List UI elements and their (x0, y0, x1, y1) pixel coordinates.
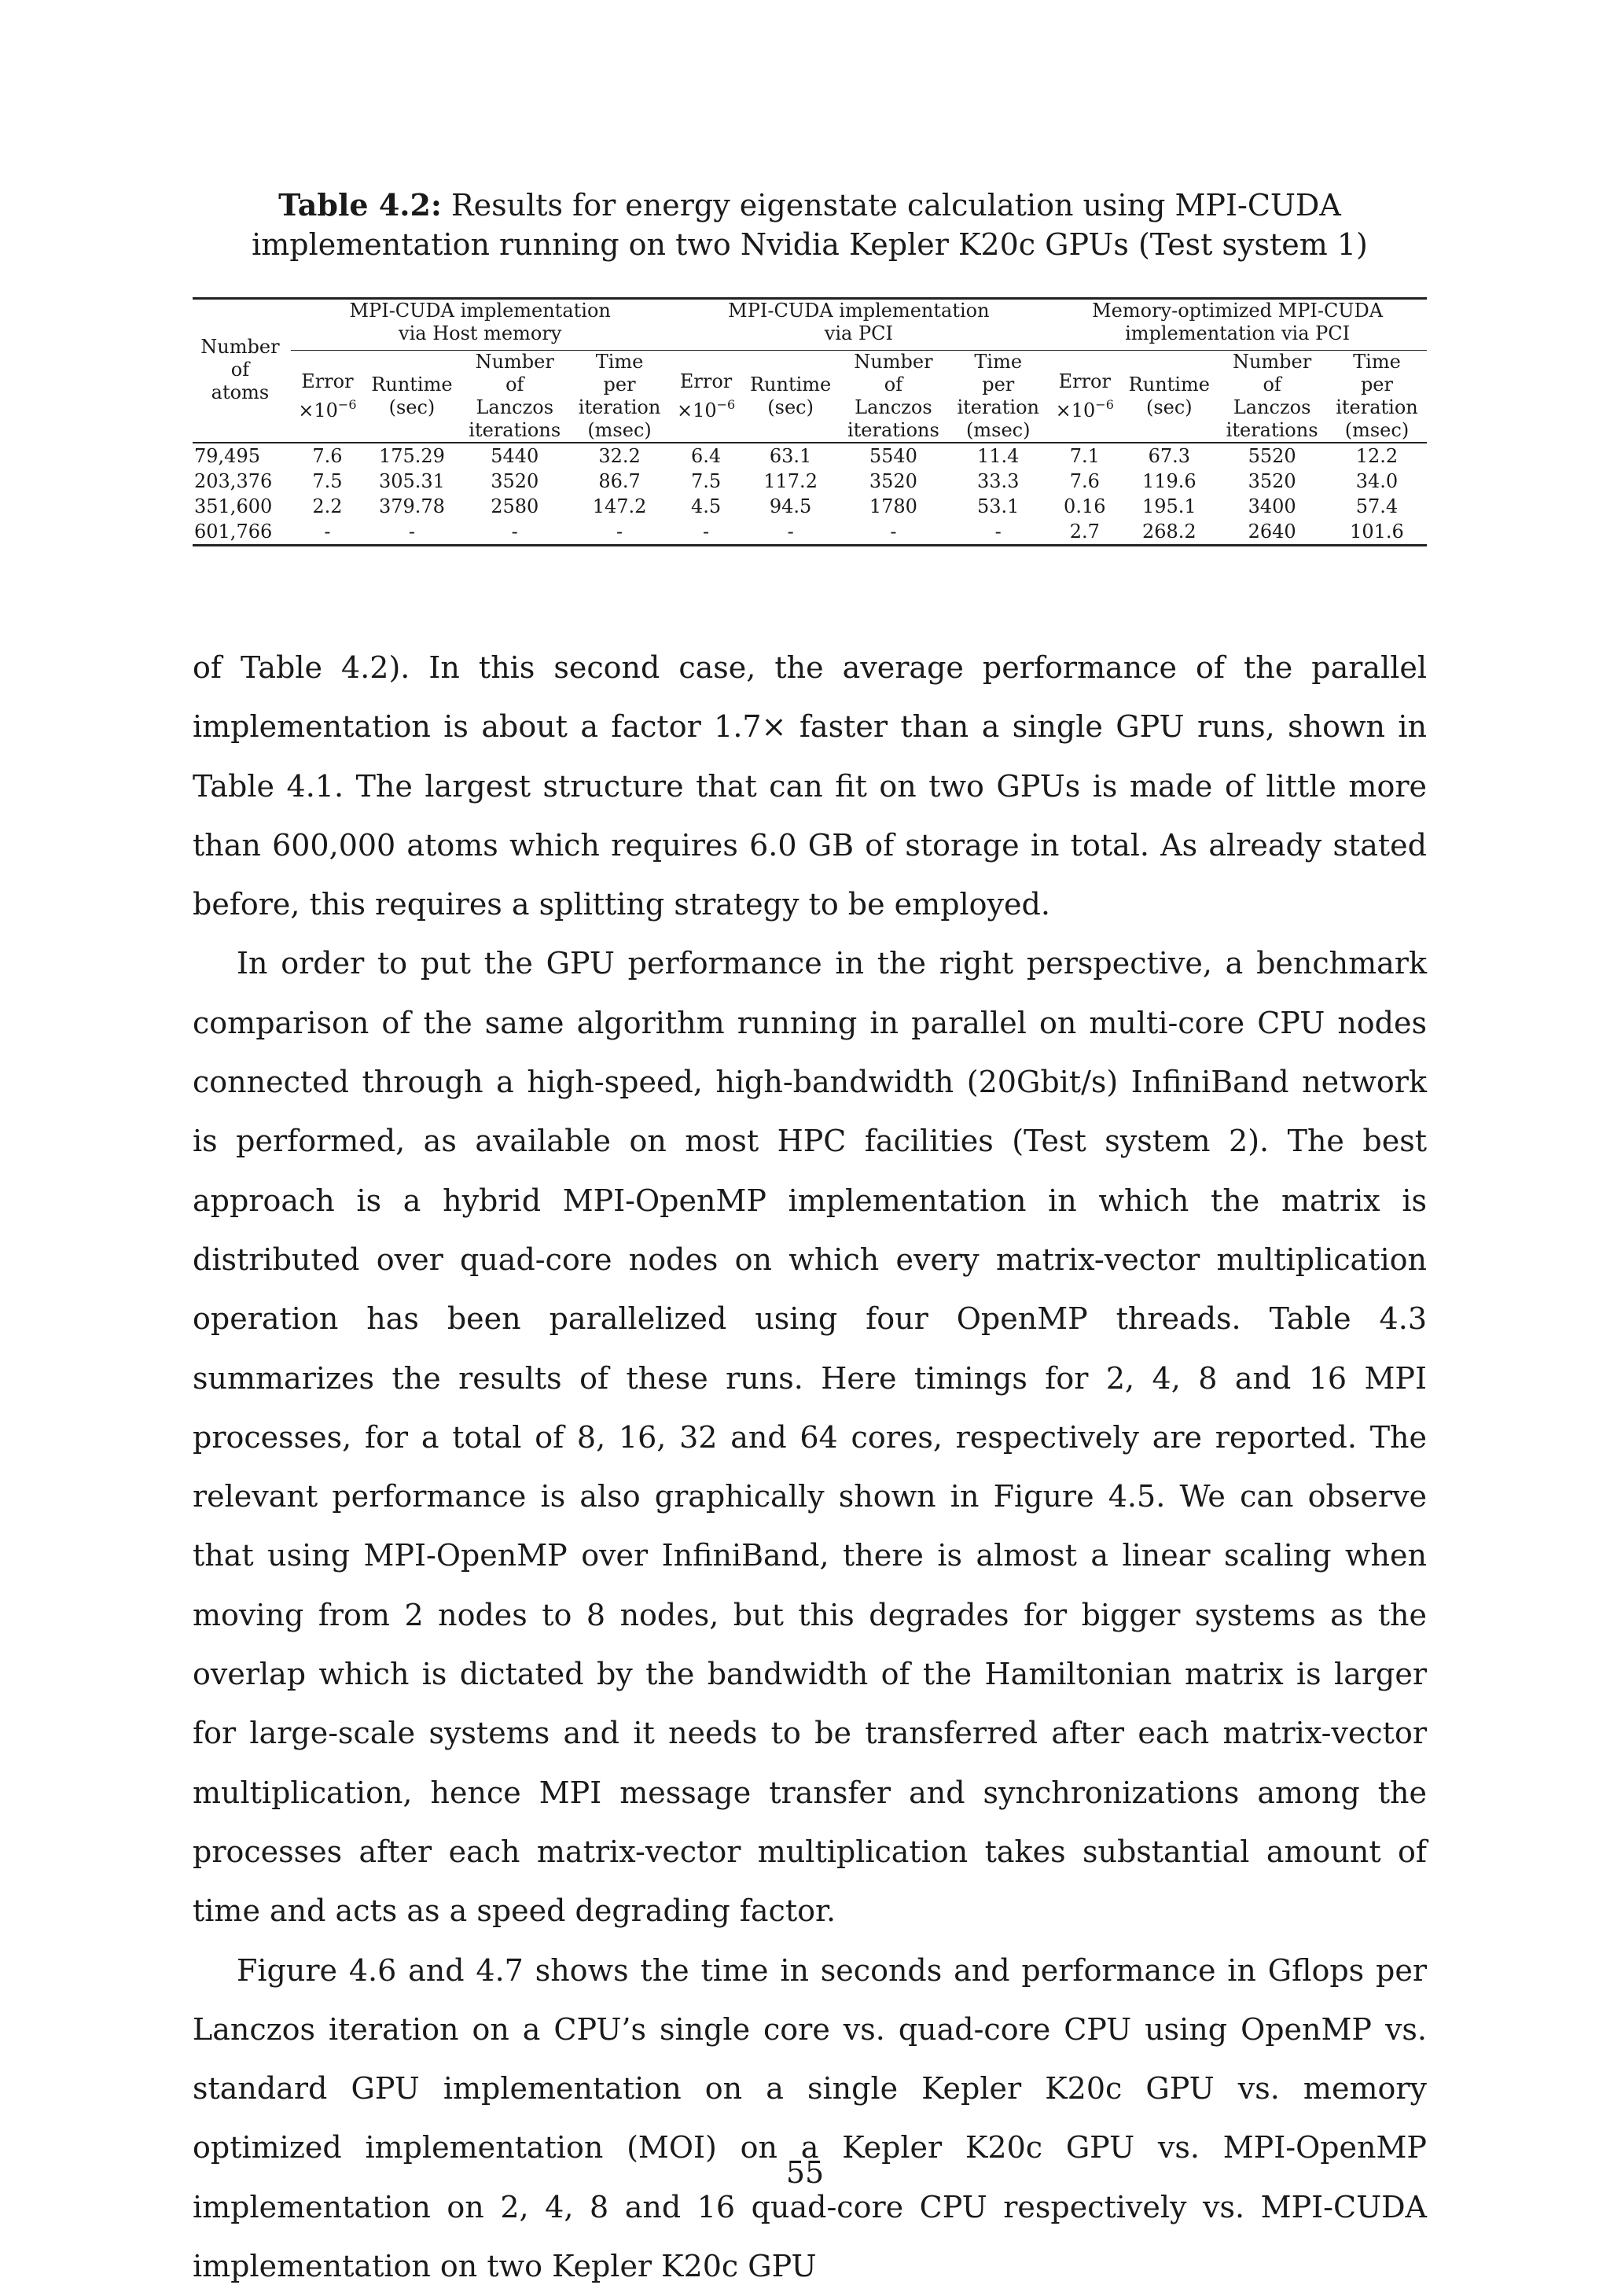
table-cell: 119.6 (1141, 469, 1196, 492)
atoms-cell: 203,376 (194, 469, 273, 492)
runtime-header (364, 351, 460, 443)
table-cell: 3400 (1248, 495, 1296, 517)
runtime-header (1121, 351, 1217, 443)
table-cell: 7.5 (691, 469, 722, 492)
body-text (193, 638, 1427, 2296)
table-cell: 1780 (869, 495, 917, 517)
table-cell: 3520 (491, 469, 539, 492)
table-cell: 12.2 (1355, 444, 1399, 467)
paragraph: In order to put the GPU performance in the right perspective, a benchmark comparison of the same algorithm running in parallel on multi-core CPU nodes connected through a high-speed, high-bandwidth (20Gbit/s) InfiniBand network is performed, as available on most HPC facilities (Test system 2). The best approach is a hybrid MPI-OpenMP implementation in which the matrix is distributed over quad-core nodes on which every matrix-vector multiplication operation has been parallelized using four OpenMP threads. Table 4.3 summarizes the results of these runs. Here timings for 2, 4, 8 and 16 MPI processes, for a total of 8, 16, 32 and 64 cores, respectively are reported. The relevant performance is also graphically shown in Figure 4.5. We can observe that using MPI-OpenMP over InfiniBand, there is almost a linear scaling when moving from 2 nodes to 8 nodes, but this degrades for bigger systems as the overlap which is dictated by the bandwidth of the Hamiltonian matrix is larger for large-scale systems and it needs to be transferred after each matrix-vector multiplication, hence MPI message transfer and synchronizations among the processes after each matrix-vector multiplication takes substantial amount of time and acts as a speed degrading factor. (193, 946, 1427, 1929)
header-line: Number (475, 351, 554, 373)
header-exponent: −6 (337, 397, 357, 412)
table-cell: 67.3 (1148, 444, 1191, 467)
table-cell: - (703, 520, 710, 543)
header-line: per (603, 373, 636, 396)
table-cell: 6.4 (691, 444, 722, 467)
table-cell: 5440 (491, 444, 539, 467)
lanczos-header (1217, 351, 1327, 443)
header-line: Number (1232, 351, 1312, 373)
header-line: of (1263, 373, 1281, 396)
header-line: iterations (847, 419, 939, 441)
atoms-header-line: Number (200, 336, 280, 358)
group-header-line: via Host memory (399, 322, 562, 344)
group-header-row (193, 300, 1427, 351)
atoms-header-line: atoms (211, 381, 270, 403)
table-cell: 3520 (1248, 469, 1296, 492)
table-cell: 0.16 (1064, 495, 1106, 517)
table-cell: 117.2 (763, 469, 818, 492)
header-line: of (505, 373, 524, 396)
table-cell: - (787, 520, 794, 543)
table-cell: 7.5 (312, 469, 343, 492)
header-line: iteration (578, 396, 661, 418)
group-header-memory-optimized (1048, 300, 1427, 351)
header-line: (sec) (1145, 396, 1193, 418)
error-header (291, 351, 364, 443)
paragraph: Figure 4.6 and 4.7 shows the time in seconds and performance in Gflops per Lanczos iteration on a CPU’s single core vs. quad-core CPU using OpenMP vs. standard GPU implementation on a single Kepler K20c GPU vs. memory optimized implementation (MOI) on a Kepler K20c GPU vs. MPI-OpenMP implementation on 2, 4, 8 and 16 quad-core CPU respectively vs. MPI-CUDA implementation on two Kepler K20c GPU (193, 1952, 1427, 2284)
caption-text: Results for energy eigenstate calculation using MPI-CUDA implementation running on two Nvidia Kepler K20c GPUs (Test system 1) (252, 188, 1368, 262)
table-cell: 33.3 (977, 469, 1020, 492)
column-header-row (193, 351, 1427, 443)
header-line: Error (1058, 370, 1111, 392)
paragraph: of Table 4.2). In this second case, the average performance of the parallel implementation is about a factor 1.7× faster than a single GPU runs, shown in Table 4.1. The largest structure that can fit on two GPUs is made of little more than 600,000 atoms which requires 6.0 GB of storage in total. As already stated before, this requires a splitting strategy to be employed. (193, 650, 1427, 922)
table-cell: 34.0 (1355, 469, 1399, 492)
table-cell: 57.4 (1355, 495, 1399, 517)
table-cell: - (408, 520, 415, 543)
table-cell: - (616, 520, 623, 543)
table-cell: 379.78 (378, 495, 445, 517)
header-text: ×10 (676, 399, 717, 421)
table-row (193, 469, 1427, 494)
runtime-header (743, 351, 839, 443)
table-cell: 2640 (1248, 520, 1296, 543)
header-exponent: −6 (1095, 397, 1114, 412)
atoms-cell: 601,766 (194, 520, 273, 543)
table-cell: 147.2 (592, 495, 647, 517)
atoms-cell: 351,600 (194, 495, 273, 517)
header-line: Error (679, 370, 733, 392)
table-cell: - (324, 520, 331, 543)
error-header (1048, 351, 1121, 443)
lanczos-header (839, 351, 949, 443)
group-header-line: Memory-optimized MPI-CUDA (1092, 300, 1384, 322)
group-header-pci (670, 300, 1049, 351)
table-cell: 63.1 (769, 444, 812, 467)
header-line: Runtime (371, 373, 453, 396)
group-header-line: via PCI (824, 322, 893, 344)
header-line: per (982, 373, 1015, 396)
time-per-iter-header (948, 351, 1048, 443)
header-text: ×10 (1055, 399, 1096, 421)
header-line (1053, 393, 1116, 422)
table-cell: 3520 (869, 469, 917, 492)
header-line (675, 393, 738, 422)
table-cell: 305.31 (378, 469, 445, 492)
header-exponent: −6 (716, 397, 736, 412)
time-per-iter-header (1327, 351, 1427, 443)
table-cell: 5520 (1248, 444, 1296, 467)
table-row (193, 494, 1427, 519)
error-header (670, 351, 743, 443)
header-line: of (884, 373, 903, 396)
header-line: iteration (1336, 396, 1418, 418)
header-line: Error (301, 370, 354, 392)
header-line: Lanczos (855, 396, 932, 418)
header-line: Time (974, 351, 1023, 373)
header-line: Runtime (1128, 373, 1210, 396)
header-text: ×10 (298, 399, 338, 421)
header-line: Number (854, 351, 933, 373)
table-cell: 7.6 (312, 444, 343, 467)
table-cell: 4.5 (691, 495, 722, 517)
table-cell: 195.1 (1141, 495, 1196, 517)
table-cell: 175.29 (378, 444, 445, 467)
table-cell: 32.2 (598, 444, 641, 467)
table-cell: 11.4 (977, 444, 1020, 467)
table-row (193, 519, 1427, 544)
header-line: iterations (1226, 419, 1318, 441)
group-header-line: MPI-CUDA implementation (349, 300, 611, 322)
header-line: (msec) (587, 419, 652, 441)
header-line: iterations (469, 419, 561, 441)
results-table (193, 297, 1427, 546)
table-cell: 53.1 (977, 495, 1020, 517)
table-cell: 7.6 (1069, 469, 1100, 492)
table-cell: 101.6 (1350, 520, 1404, 543)
table-row (193, 443, 1427, 469)
table-cell: 5540 (869, 444, 917, 467)
table-cell: 86.7 (598, 469, 641, 492)
header-line: Runtime (749, 373, 832, 396)
header-line: Time (595, 351, 644, 373)
header-line: Lanczos (1233, 396, 1311, 418)
table-caption (193, 186, 1427, 264)
header-line: (msec) (1344, 419, 1410, 441)
header-line: (msec) (966, 419, 1031, 441)
table-cell: - (890, 520, 897, 543)
table-cell: 2580 (491, 495, 539, 517)
group-header-line: MPI-CUDA implementation (728, 300, 990, 322)
atoms-header (193, 300, 291, 443)
table-cell: 268.2 (1141, 520, 1196, 543)
header-line: per (1360, 373, 1393, 396)
atoms-cell: 79,495 (194, 444, 260, 467)
header-line: (sec) (767, 396, 814, 418)
table-cell: 2.7 (1069, 520, 1100, 543)
group-header-line: implementation via PCI (1125, 322, 1351, 344)
header-line: (sec) (388, 396, 436, 418)
table-cell: 2.2 (312, 495, 343, 517)
group-header-host-memory (291, 300, 670, 351)
header-line (296, 393, 359, 422)
lanczos-header (460, 351, 570, 443)
time-per-iter-header (570, 351, 670, 443)
caption-label: Table 4.2: (278, 187, 442, 223)
page-number: 55 (785, 2155, 825, 2190)
table-cell: 94.5 (769, 495, 812, 517)
header-line: iteration (957, 396, 1039, 418)
table-cell: - (511, 520, 518, 543)
table-cell: - (994, 520, 1002, 543)
header-line: Lanczos (476, 396, 554, 418)
header-line: Time (1353, 351, 1401, 373)
table-cell: 7.1 (1069, 444, 1100, 467)
atoms-header-line: of (230, 359, 250, 381)
